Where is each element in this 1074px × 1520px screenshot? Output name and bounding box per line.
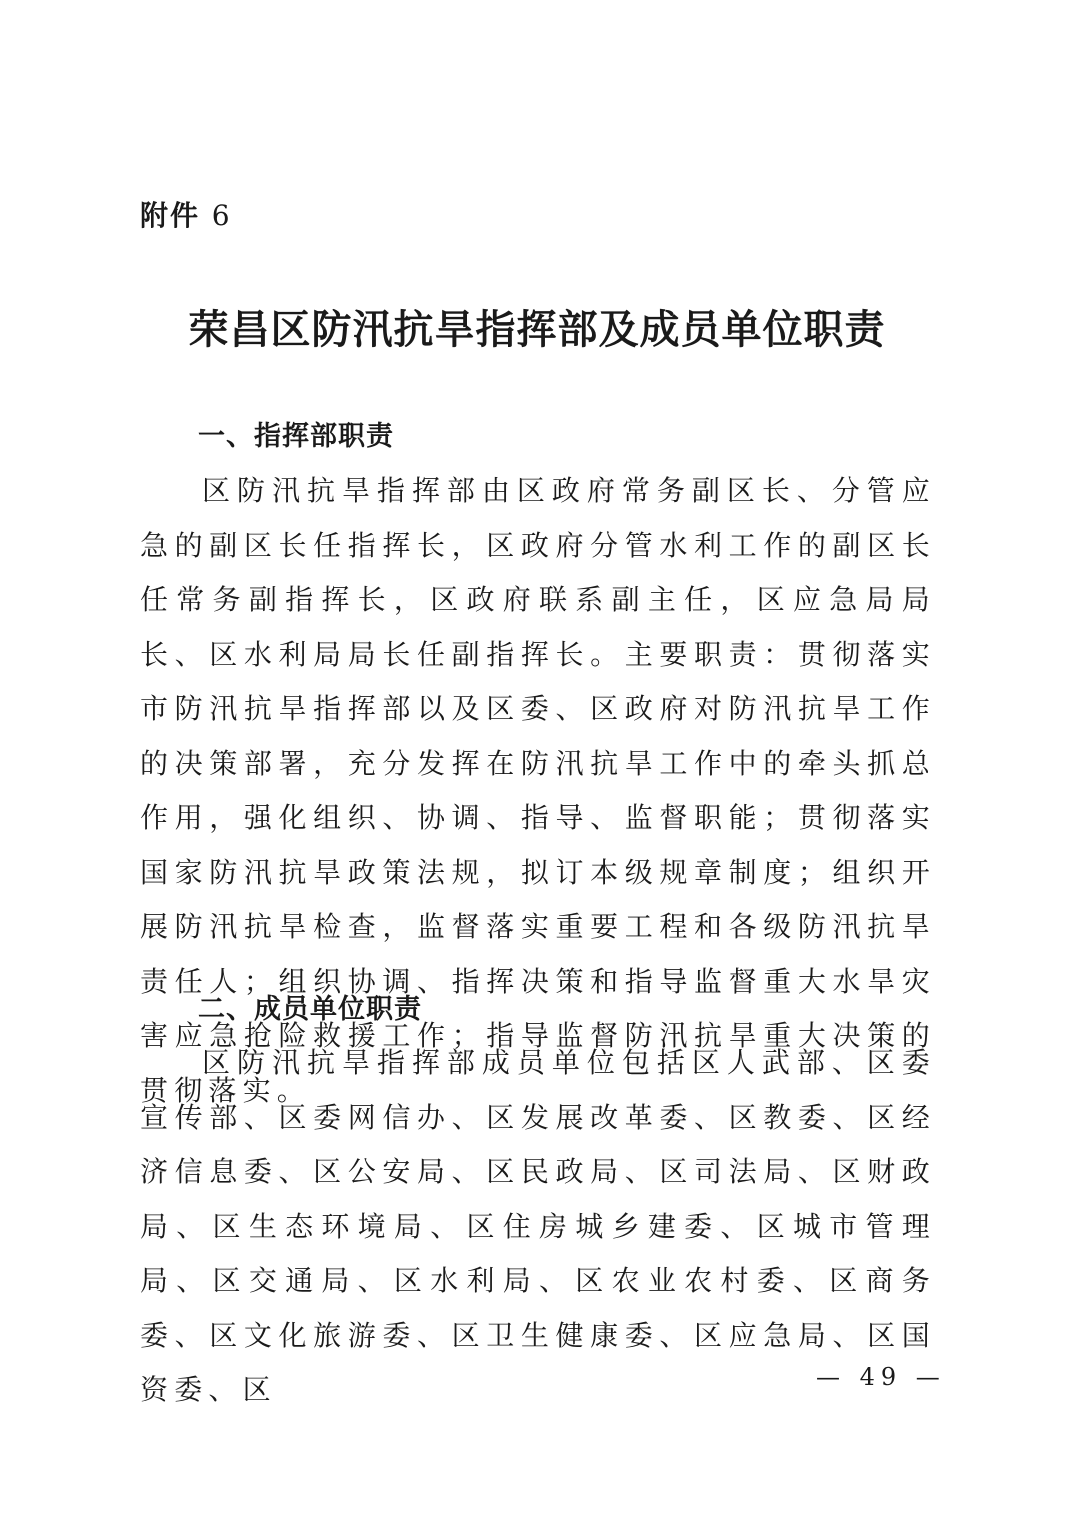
page-number-text: — 49 — [816,1363,946,1391]
section-heading-command: 一、指挥部职责 [198,421,394,452]
section-heading-members: 二、成员单位职责 [198,994,422,1025]
attachment-number: 6 [211,199,232,232]
section-paragraph-command: 区防汛抗旱指挥部由区政府常务副区长、分管应急的副区长任指挥长，区政府分管水利工作的副区长任常务副指挥长，区政府联系副主任，区应急局局长、区水利局局长任副指挥长。主要职责：贯彻落实市防汛抗旱指挥部以及区委、区政府对防汛抗旱工作的决策部署，充分发挥在防汛抗旱工作中的牵头抓总作用，强化组织、协调、指导、监督职能；贯彻落实国家防汛抗旱政策法规，拟订本级规章制度；组织开展防汛抗旱检查，监督落实重要工程和各级防汛抗旱责任人；组织协调、指挥决策和指导监督重大水旱灾害应急抢险救援工作；指导监督防汛抗旱重大决策的贯彻落实。 [140,474,936,1107]
document-title: 荣昌区防汛抗旱指挥部及成员单位职责 [188,306,886,353]
attachment-label [140,196,232,236]
section-paragraph-members: 区防汛抗旱指挥部成员单位包括区人武部、区委宣传部、区委网信办、区发展改革委、区教委、区经济信息委、区公安局、区民政局、区司法局、区财政局、区生态环境局、区住房城乡建委、区城市管理局、区交通局、区水利局、区农业农村委、区商务委、区文化旅游委、区卫生健康委、区应急局、区国资委、区 [140,1046,936,1406]
attachment-prefix: 附件 [140,199,201,232]
